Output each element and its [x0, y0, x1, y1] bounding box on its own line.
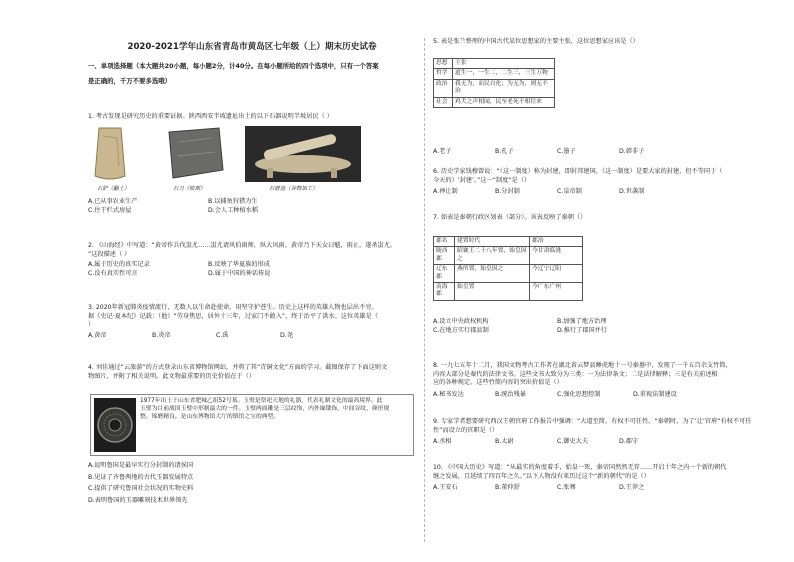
q10-option-c[interactable]: C.张骞 [557, 484, 576, 492]
q10-option-b[interactable]: B.董仲舒 [495, 484, 520, 492]
question-9 [433, 418, 752, 447]
q3-option-c[interactable]: C.禹 [216, 331, 229, 339]
q5-header-1: 思想 [434, 59, 453, 69]
q2-option-d[interactable]: D.属于中国的神话传说 [208, 270, 271, 278]
jade-bi-line2: 玉璧为目前战国玉璧中形制最大的一件。玉璧两面雕是三层纹饰，内外缘镂饰，中间谷纹，颜形规 [140, 406, 390, 412]
question-5-table [433, 58, 555, 108]
q2-option-b[interactable]: B.反映了华夏族的形成 [208, 261, 270, 269]
q1-option-a[interactable]: A.已从事农业生产 [88, 198, 138, 205]
q5-row2-label: 政治 [434, 79, 453, 97]
q5-row1-value: 道生一，一生二，二生三，三生万物 [453, 69, 555, 79]
q5-option-d[interactable]: D.韩非子 [619, 148, 645, 155]
caption-knife: 石刀（收割） [173, 186, 206, 192]
q6-option-c[interactable]: C.皇帝制 [557, 188, 582, 196]
question-4-options [88, 462, 416, 505]
question-7 [433, 214, 713, 223]
q2-option-a[interactable]: A.属于历史的真实记录 [88, 261, 150, 269]
question-9-line2: 性”而设立的官职是（） [433, 426, 499, 434]
question-8-line2: 内容大部分是秦代的法律文书。这些文书大致分为三类：一为法律条文；二是法律解释；三是有关前述相 [433, 370, 718, 378]
q10-option-a[interactable]: A.王安石 [433, 484, 458, 492]
question-3-line2: 据《史记·夏本纪》记载：（他）“劳身焦思，居外十三年，过家门不敢入”，终于治平了洪水。这位英雄是（ [88, 312, 378, 320]
question-2 [88, 242, 416, 279]
question-3-line1: 3. 2020年新冠肺炎疫情流行，无数人以生命赴使命，用坚守护苍生。历史上这样的英雄人物也层出不穷。 [88, 304, 378, 311]
question-9-line1: 9. 专家学者想要研究西汉王朝官府工作报告中强调：“大道至简，有权不可任性。“秦朝时，为了‘让’官府“有权不可任 [433, 418, 752, 425]
question-6-line2: 今天的）‘封建’。”这一“制度”是（） [433, 176, 531, 184]
question-2-line2: ”这段描述（ ） [88, 250, 131, 258]
millstone-image [245, 126, 361, 182]
section-one-line2: 是正确的，千万不要多选哦） [88, 77, 172, 85]
q7-row1-col3: 今甘肃临洮 [530, 247, 583, 265]
q2-option-c[interactable]: C.没有真实性可言 [88, 270, 138, 278]
q3-option-b[interactable]: B.炎帝 [152, 331, 171, 339]
question-5-stem: 5. 表是张兰整理的中国古代某位思想家的主要主张，这位思想家应该是（） [433, 38, 639, 45]
jade-bi-description [140, 397, 410, 421]
question-7-options [433, 318, 713, 336]
q7-row3-col2: 始皇置 [455, 283, 530, 301]
q9-option-b[interactable]: B.太尉 [495, 438, 514, 446]
question-6 [433, 168, 723, 197]
q4-option-a[interactable]: A.说明鲁国是最早实行分封制的诸侯国 [88, 462, 194, 469]
question-7-stem: 7. 如表是秦朝行政区划表（部分）。该表反映了秦朝（） [433, 214, 587, 221]
question-1 [88, 113, 416, 122]
q9-option-c[interactable]: C.御史大夫 [557, 438, 589, 446]
q5-row3-value: 鸡犬之声相闻，民至老死不相往来 [453, 97, 555, 107]
q7-option-a[interactable]: A.设立中央政权机构 [433, 318, 489, 325]
question-10-line2: 继之发展，且延续了四百年之久。”以下人物没有来历过这个“新的朝代”的是（） [433, 472, 650, 480]
q4-option-b[interactable]: B.见证了齐鲁两地的古代玉器发展特点 [88, 473, 194, 481]
question-7-table [433, 236, 583, 301]
question-3-line3: ） [88, 321, 95, 329]
q5-row1-label: 哲学 [434, 69, 453, 79]
q7-row3-col3: 今广东广州 [530, 283, 583, 301]
question-5 [433, 38, 713, 47]
q7-row2-col1: 辽东郡 [434, 265, 455, 283]
question-10-line1: 10. 《中国大历史》写道：“从最实的角度着手，始皇一死，秦帝国然然无存……开启十年之内一个新的朝代 [433, 464, 727, 471]
q9-option-a[interactable]: A.丞相 [433, 438, 452, 446]
q5-header-2: 主张 [453, 59, 555, 69]
q1-option-b[interactable]: B.以捕鱼狩猎为生 [208, 198, 258, 205]
q5-option-b[interactable]: B.孔子 [495, 148, 514, 155]
q3-option-a[interactable]: A.黄帝 [88, 331, 107, 339]
q5-option-a[interactable]: A.老子 [433, 148, 452, 155]
section-one-line1: 一、单项选择题（本大题共20小题，每小题2分，计40分。在每小题所给的四个选项中，只有一个答案 [88, 62, 379, 70]
question-1-options [88, 198, 416, 216]
jade-bi-infobox [90, 394, 414, 456]
jade-bi-line3: 整。琢磨精良。是山东博物馆大厅的镇馆之宝的典型。 [140, 414, 280, 420]
q6-option-d[interactable]: D.世袭制 [619, 188, 645, 196]
question-3 [88, 304, 416, 341]
q6-option-b[interactable]: B.分封制 [495, 188, 520, 196]
q8-option-a[interactable]: A.秘书发达 [433, 390, 464, 398]
q1-option-d[interactable]: D.会人工种植水稻 [208, 207, 259, 214]
q7-option-c[interactable]: C.在地方实行郡县制 [433, 327, 489, 334]
q6-option-a[interactable]: A.禅让制 [433, 188, 458, 196]
question-4-line1: 4. 刘佳通过“云旅游”的方式登录山东省博物馆网站，并将了其“青铜文化”方面的学习。截图保存了下面这则文 [88, 364, 388, 371]
q9-option-d[interactable]: D.郡守 [619, 438, 639, 446]
jade-bi-line1: 1977年出土于山东省肥城乙组52号墓。玉璧是祭祀天地的礼器，代表礼制文化的最高境界。此 [140, 398, 383, 404]
q7-option-b[interactable]: B.加强了地方治理 [557, 318, 607, 325]
question-8-line1: 8. 一九七五年十二月，我国文物考古工作者在湖北省云梦县睡虎地十一号秦墓中，发现了一千五百余支竹简， [433, 362, 732, 369]
q4-option-c[interactable]: C.提供了研究鲁国社会状况的实物史料 [88, 485, 194, 493]
question-2-line1: 2. 《山海经》中写道：“黄帝作兵伐蚩尤……蚩尤请风伯雨师，纵大风雨。黄帝乃下天女曰魃，雨止，遂杀蚩尤。 [88, 242, 397, 249]
q7-row3-col1: 南海郡 [434, 283, 455, 301]
q7-header-3: 郡治 [530, 237, 583, 247]
q3-option-d[interactable]: D.尧 [280, 331, 293, 339]
q7-header-2: 建置时代 [455, 237, 530, 247]
jade-bi-image [94, 398, 136, 452]
caption-shovel: 石铲（翻土） [97, 186, 130, 192]
q10-option-d[interactable]: D.王莽之 [619, 484, 645, 492]
q8-option-c[interactable]: C.强化思想控制 [557, 390, 601, 398]
q8-option-d[interactable]: D.重视法制建设 [633, 390, 677, 398]
question-6-line1: 6. 历史学家钱穆曾说：“（这一制度）称为封建，即封邦建国。（这一制度）是要大家的封建，但不等同于（ [433, 168, 723, 175]
question-5-options [433, 148, 713, 157]
q5-row3-label: 社会 [434, 97, 453, 107]
question-4 [88, 364, 416, 381]
question-4-line2: 物图片，并附了相关说明。此文物最重要的历史价值在于（） [88, 372, 256, 380]
stone-shovel-image [93, 126, 127, 182]
q5-option-c[interactable]: C.墨子 [557, 148, 576, 155]
q4-option-d[interactable]: D.表明鲁国的玉器雕刻技术世界领先 [88, 496, 188, 504]
q1-option-c[interactable]: C.住干栏式房屋 [88, 207, 132, 214]
column-divider [424, 38, 425, 542]
question-8 [433, 362, 732, 400]
question-10 [433, 464, 727, 493]
caption-millstone: 石磨盘（谷物加工） [269, 186, 318, 192]
section-one-heading [88, 62, 379, 86]
q7-row1-col2: 昭襄王二十八年置，始皇因之 [455, 247, 530, 265]
q7-row2-col2: 燕所置，始皇因之 [455, 265, 530, 283]
stone-knife-image [165, 126, 225, 182]
q7-header-1: 郡名 [434, 237, 455, 247]
question-8-line3: 应的各种规定。这些竹简内容的突出价值是（） [433, 379, 563, 387]
question-1-stem: 1. 考古发现是研究历史的重要证据。陕西西安半坡遗址出土的以下石器说明半坡居民（ ） [88, 113, 333, 120]
q8-option-b[interactable]: B.统治残暴 [495, 390, 526, 398]
q7-option-d[interactable]: D.推行了郡国并行 [557, 327, 608, 334]
question-1-images [93, 126, 411, 196]
q7-row2-col3: 今辽宁辽阳 [530, 265, 583, 283]
q7-row1-col1: 陇西郡 [434, 247, 455, 265]
q5-row2-value: 我无为，而民自化；为无为，则无不治 [453, 79, 555, 97]
exam-title: 2020-2021学年山东省青岛市黄岛区七年级（上）期末历史试卷 [127, 42, 377, 52]
